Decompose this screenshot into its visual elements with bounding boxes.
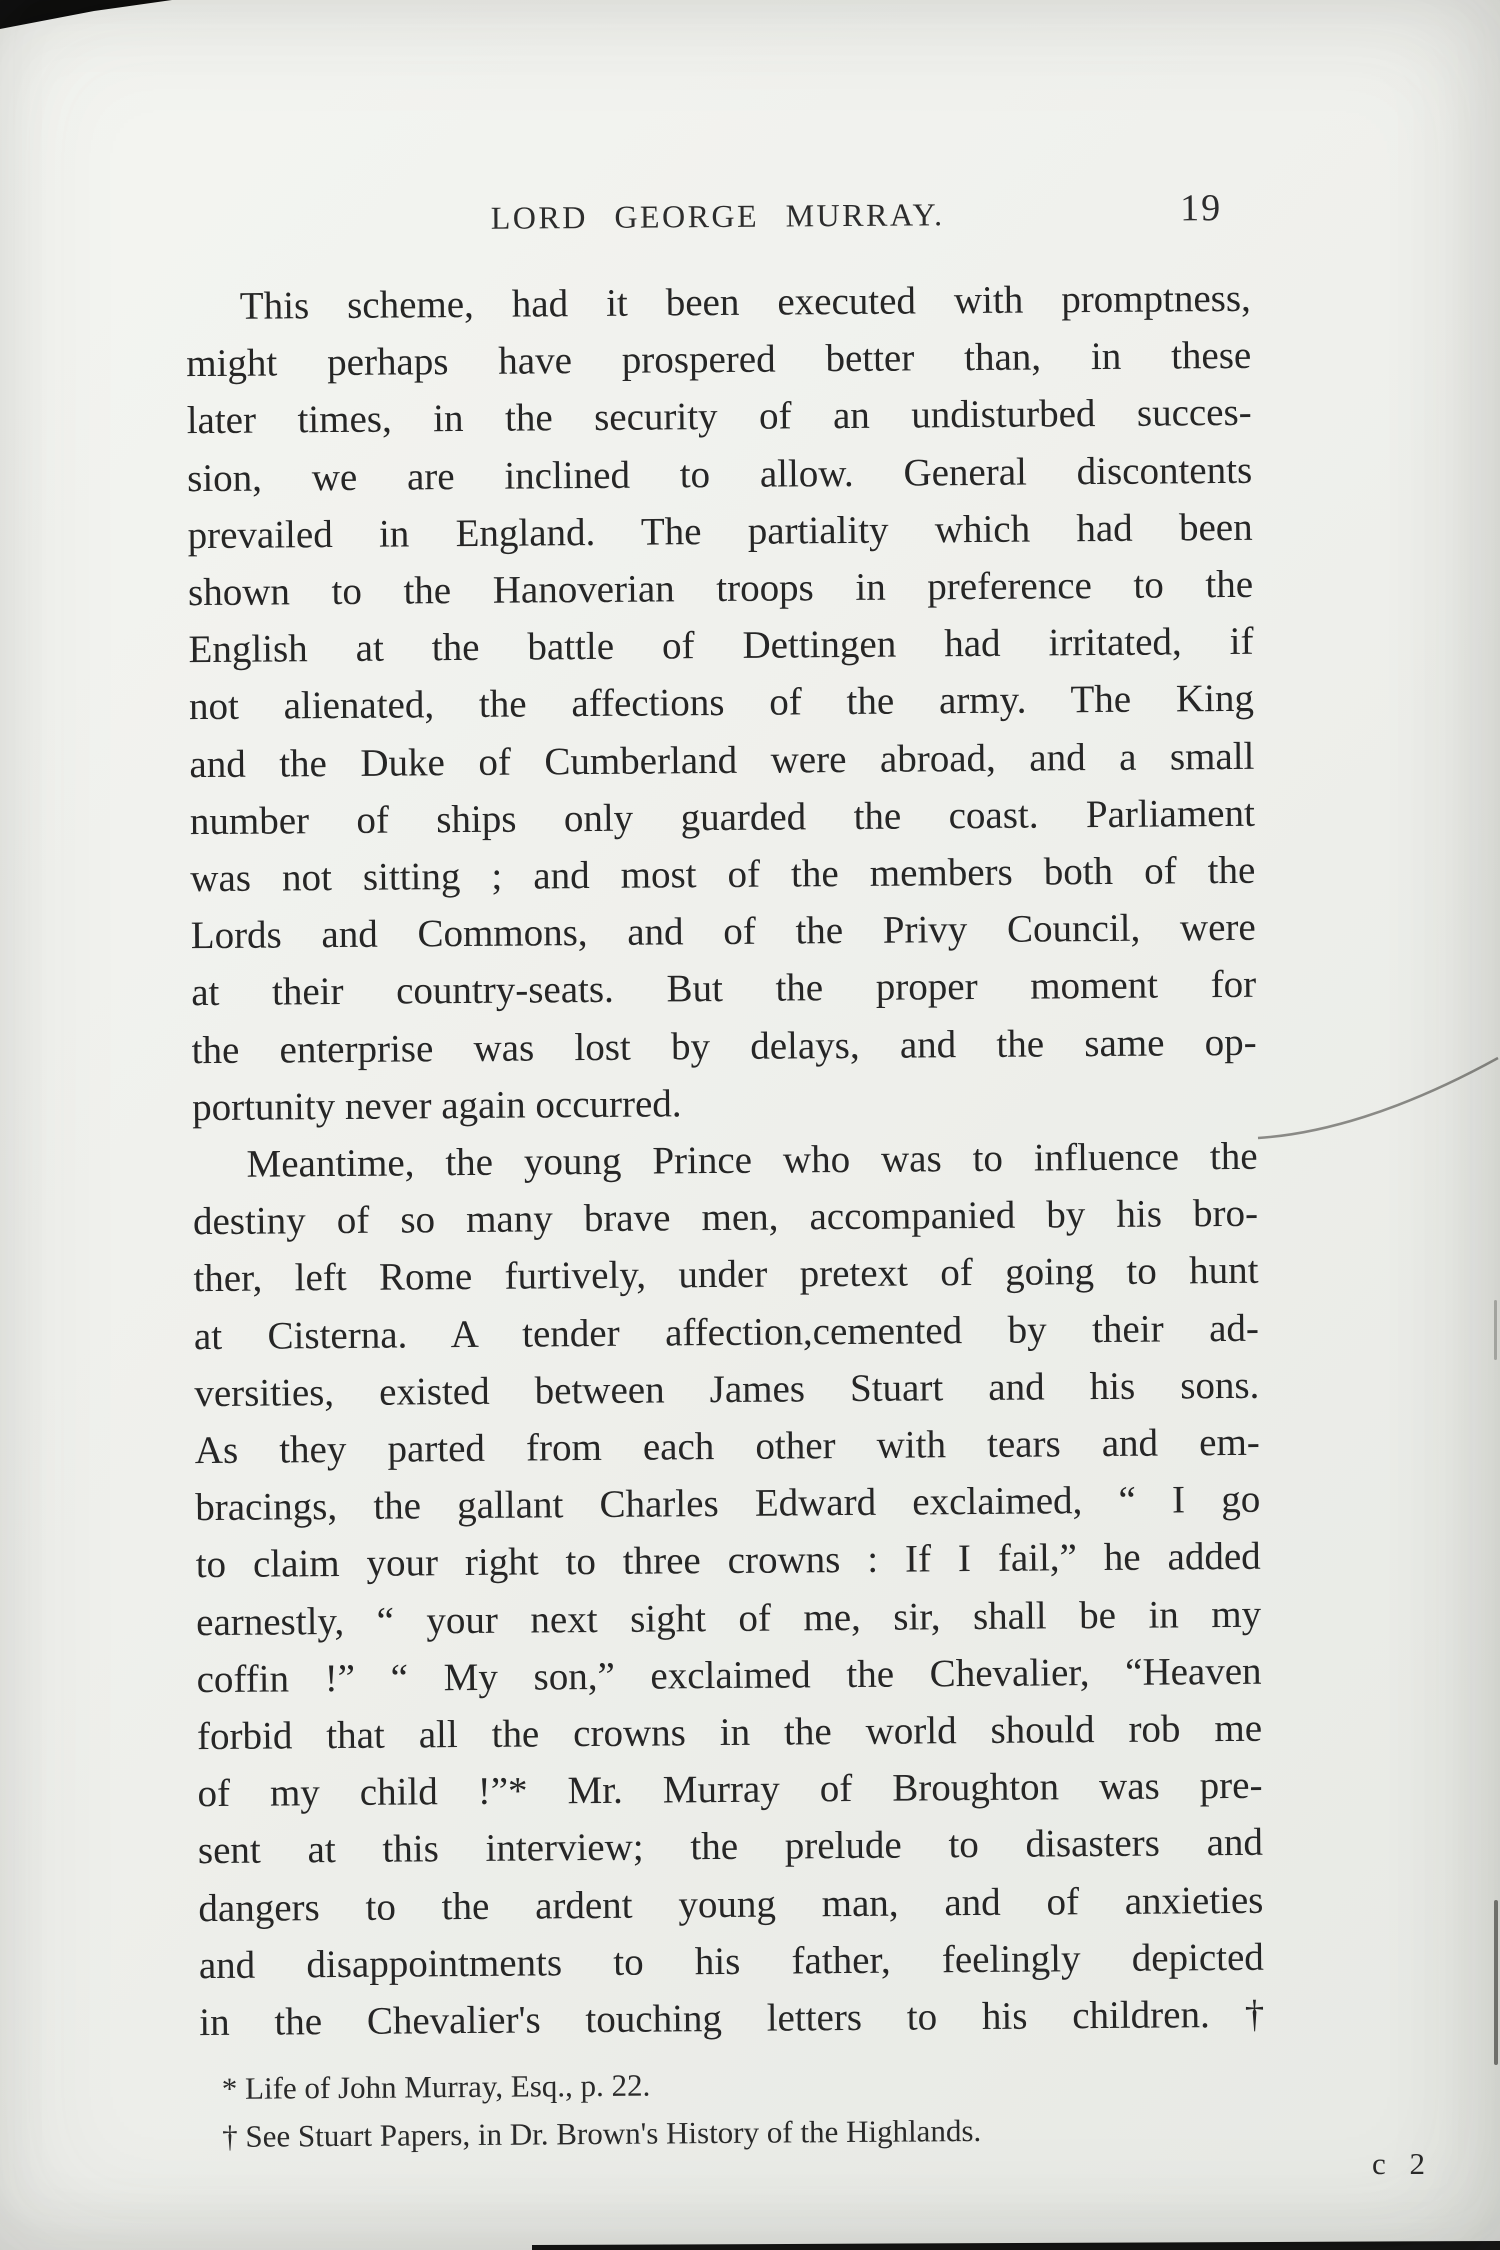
text-line: dangers to the ardent young man, and of anxieties xyxy=(198,1878,1264,1930)
footnote-dagger: † See Stuart Papers, in Dr. Brown's History of the Highlands. xyxy=(222,2113,982,2155)
running-header xyxy=(185,187,1250,244)
text-line: ther, left Rome furtively, under pretext of going to hunt xyxy=(193,1249,1259,1301)
text-line: at their country-seats. But the proper moment for xyxy=(191,963,1257,1015)
text-line: Lords and Commons, and of the Privy Council, were xyxy=(190,906,1256,958)
page-content xyxy=(185,187,1265,2162)
text-line: of my child !”* Mr. Murray of Broughton was pre- xyxy=(197,1764,1263,1816)
page-number: 19 xyxy=(1179,187,1223,230)
text-line: prevailed in England. The partiality which had been xyxy=(187,505,1253,557)
text-line: earnestly, “ your next sight of me, sir, shall be in my xyxy=(196,1592,1262,1644)
text-line: at Cisterna. A tender affection,cemented by their ad- xyxy=(193,1306,1260,1358)
scan-artifact-right-edge xyxy=(1494,1900,1498,2065)
page-title: LORD GEORGE MURRAY. xyxy=(490,196,945,236)
text-line: in the Chevalier's touching letters to his children.† xyxy=(199,1992,1265,2045)
body-text xyxy=(186,270,1265,2052)
scan-artifact-bottom-edge xyxy=(532,2241,1500,2250)
text-line: later times, in the security of an undisturbed succes- xyxy=(186,391,1252,443)
scan-artifact-right-edge xyxy=(1494,1300,1497,1360)
text-line: bracings, the gallant Charles Edward exclaimed, “ I go xyxy=(195,1478,1261,1530)
text-line: might perhaps have prospered better than, in these xyxy=(186,334,1252,386)
text-line: destiny of so many brave men, accompanied by his bro- xyxy=(192,1192,1259,1244)
signature-mark: c 2 xyxy=(1372,2146,1434,2181)
text-line: sent at this interview; the prelude to disasters and xyxy=(197,1821,1264,1873)
text-line: versities, existed between James Stuart and his sons. xyxy=(194,1363,1260,1416)
text-line: number of ships only guarded the coast. Parliament xyxy=(189,791,1256,843)
text-line: was not sitting ; and most of the members both of the xyxy=(190,848,1256,901)
text-line: coffin !” “ My son,” exclaimed the Chevalier, “Heaven xyxy=(196,1649,1262,1702)
text-line: not alienated, the affections of the army. The King xyxy=(188,677,1255,729)
page-curl-mark xyxy=(1240,1040,1500,1160)
scan-artifact-top-left xyxy=(0,0,185,32)
text-line: forbid that all the crowns in the world should rob me xyxy=(196,1706,1263,1759)
text-line: portunity never again occurred. xyxy=(191,1082,682,1129)
footnote-asterisk: * Life of John Murray, Esq., p. 22. xyxy=(221,2067,651,2107)
text-line: This scheme, had it been executed with promptness, xyxy=(239,276,1251,328)
footnotes xyxy=(200,2057,1266,2161)
text-line: As they parted from each other with tears and em- xyxy=(194,1420,1260,1473)
text-line: and the Duke of Cumberland were abroad, and a small xyxy=(189,734,1255,786)
text-line: to claim your right to three crowns : If I fail,” he added xyxy=(195,1535,1261,1587)
text-line: Meantime, the young Prince who was to influence the xyxy=(246,1134,1258,1186)
text-line: English at the battle of Dettingen had irritated, if xyxy=(188,620,1254,672)
text-line: shown to the Hanoverian troops in preference to the xyxy=(187,562,1254,615)
text-line: and disappointments to his father, feelingly depicted xyxy=(198,1935,1265,1988)
text-line: the enterprise was lost by delays, and the same op- xyxy=(191,1020,1257,1072)
text-line: sion, we are inclined to allow. General discontents xyxy=(187,448,1253,500)
